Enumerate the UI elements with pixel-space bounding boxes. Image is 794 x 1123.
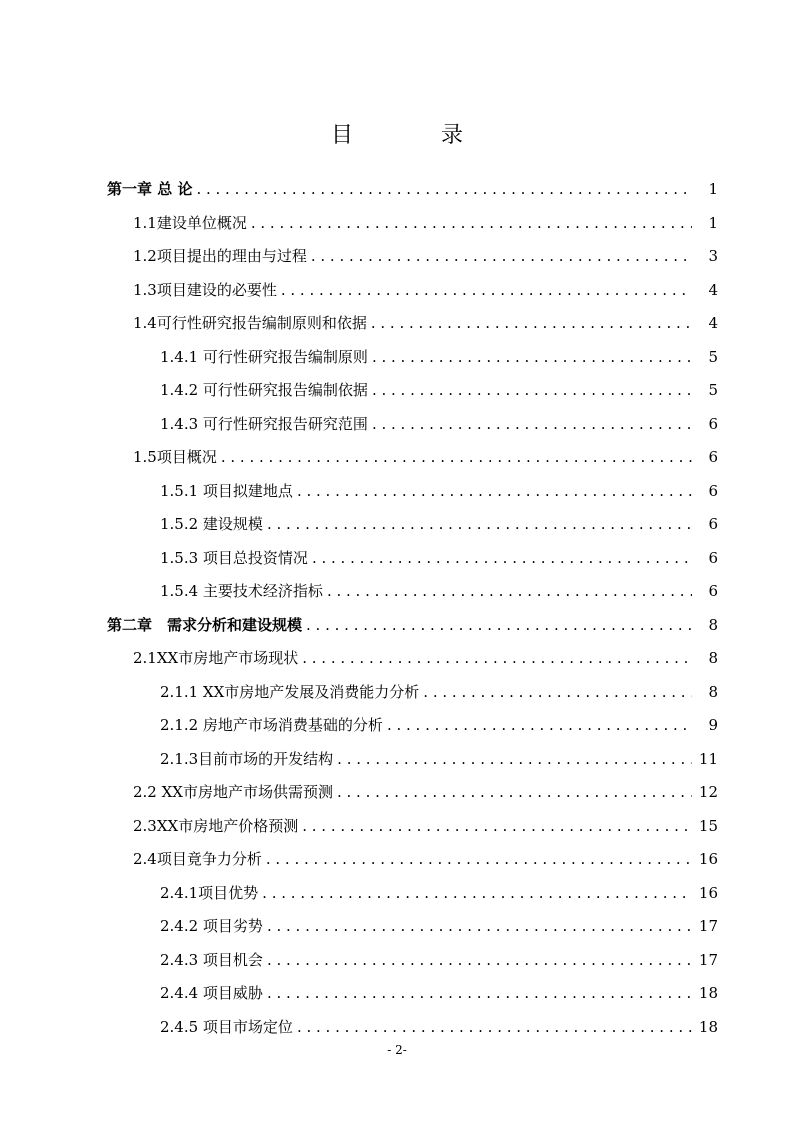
toc-entry[interactable] (160, 542, 718, 575)
toc-chapter-entry[interactable] (107, 609, 718, 642)
toc-dot-leader (251, 207, 692, 240)
toc-entry-title: 1.4.3 可行性研究报告研究范围 (160, 414, 368, 433)
toc-entry[interactable] (133, 274, 718, 307)
toc-entry-title: 2.4项目竟争力分析 (133, 850, 262, 868)
toc-entry-title: 1.4.2 可行性研究报告编制依据 (160, 381, 368, 399)
toc-entry[interactable] (160, 408, 718, 441)
toc-dot-leader (372, 374, 692, 407)
toc-entry-title: 1.3项目建设的必要性 (133, 280, 277, 299)
toc-entry-page-number: 16 (698, 883, 718, 902)
toc-entry-title: 第二章 需求分析和建设规模 (107, 615, 303, 634)
toc-entry-page-number: 8 (708, 682, 718, 701)
toc-entry[interactable] (160, 944, 718, 977)
toc-dot-leader (267, 508, 692, 541)
toc-entry-title: 1.5.1 项目拟建地点 (160, 481, 293, 500)
toc-entry[interactable] (160, 877, 718, 910)
toc-entry-title: 1.4可行性研究报告编制原则和依据 (133, 314, 367, 332)
toc-entry[interactable] (160, 709, 718, 742)
toc-dot-leader (337, 743, 692, 776)
toc-dot-leader (266, 843, 692, 876)
toc-entry-page-number: 5 (708, 381, 718, 399)
toc-entry-title: 2.1.1 XX市房地产发展及消费能力分析 (160, 682, 420, 701)
toc-dot-leader (297, 475, 692, 508)
toc-dot-leader (302, 810, 692, 843)
toc-entry-page-number: 6 (708, 448, 718, 466)
toc-entry-title: 1.4.1 可行性研究报告编制原则 (160, 347, 368, 366)
toc-entry-title: 1.2项目提出的理由与过程 (133, 247, 307, 265)
toc-entry[interactable] (160, 374, 718, 407)
toc-dot-leader (302, 642, 692, 675)
toc-entry[interactable] (160, 341, 718, 374)
toc-entry[interactable] (160, 676, 718, 709)
toc-entry-page-number: 1 (708, 180, 718, 198)
toc-entry-title: 1.1建设单位概况 (133, 213, 247, 232)
toc-entry[interactable] (133, 441, 718, 474)
toc-entry[interactable] (133, 207, 718, 240)
toc-entry[interactable] (160, 910, 718, 943)
toc-entry[interactable] (160, 475, 718, 508)
toc-dot-leader (423, 676, 692, 709)
page-number: - 2- (387, 1043, 407, 1057)
toc-entry-title: 2.3XX市房地产价格预测 (133, 816, 299, 835)
toc-entry-title: 2.2 XX市房地产市场供需预测 (133, 783, 333, 801)
toc-dot-leader (372, 341, 692, 374)
toc-entry[interactable] (160, 743, 718, 776)
toc-entry-page-number: 17 (698, 917, 718, 935)
toc-entry-page-number: 1 (708, 213, 718, 232)
toc-entry[interactable] (133, 810, 718, 843)
toc-entry-title: 2.4.2 项目劣势 (160, 917, 263, 935)
toc-dot-leader (267, 944, 692, 977)
toc-entry[interactable] (133, 776, 718, 809)
toc-entry[interactable] (160, 977, 718, 1010)
toc-entry-title: 2.4.3 项目机会 (160, 950, 263, 969)
toc-entry-page-number: 9 (708, 716, 718, 734)
toc-entry-page-number: 12 (698, 783, 718, 801)
toc-dot-leader (387, 709, 692, 742)
toc-entry-page-number: 18 (698, 984, 718, 1002)
toc-entry-page-number: 18 (698, 1017, 718, 1036)
toc-dot-leader (371, 307, 692, 340)
toc-entry-title: 1.5.3 项目总投资情况 (160, 548, 308, 567)
toc-entry-title: 1.5项目概况 (133, 448, 217, 466)
toc-entry-title: 2.4.5 项目市场定位 (160, 1017, 293, 1036)
toc-dot-leader (297, 1011, 692, 1044)
toc-entry[interactable] (160, 1011, 718, 1044)
toc-entry-page-number: 11 (698, 749, 718, 768)
toc-entry-page-number: 15 (698, 816, 718, 835)
toc-dot-leader (327, 575, 692, 608)
toc-entry-page-number: 17 (698, 950, 718, 969)
toc-entry[interactable] (133, 843, 718, 876)
page-title: 目录 (330, 123, 551, 148)
toc-dot-leader (281, 274, 692, 307)
toc-entry-page-number: 6 (708, 481, 718, 500)
toc-entry-page-number: 8 (708, 649, 718, 667)
toc-entry-page-number: 4 (708, 314, 718, 332)
toc-dot-leader (262, 877, 692, 910)
toc-chapter-entry[interactable] (107, 173, 718, 206)
toc-entry-page-number: 8 (708, 615, 718, 634)
toc-entry[interactable] (160, 575, 718, 608)
toc-dot-leader (267, 977, 692, 1010)
toc-dot-leader (221, 441, 692, 474)
toc-entry-page-number: 3 (708, 247, 718, 265)
toc-dot-leader (196, 173, 692, 206)
toc-entry[interactable] (160, 508, 718, 541)
toc-entry-title: 2.4.4 项目威胁 (160, 984, 263, 1002)
toc-entry-title: 第一章 总 论 (107, 180, 193, 198)
toc-entry-page-number: 5 (708, 347, 718, 366)
toc-dot-leader (311, 240, 692, 273)
toc-dot-leader (337, 776, 692, 809)
toc-entry-page-number: 6 (708, 515, 718, 533)
toc-dot-leader (372, 408, 692, 441)
toc-dot-leader (267, 910, 692, 943)
toc-entry-title: 1.5.4 主要技术经济指标 (160, 582, 323, 600)
toc-entry[interactable] (133, 642, 718, 675)
toc-dot-leader (306, 609, 692, 642)
toc-entry-title: 2.1XX市房地产市场现状 (133, 649, 299, 667)
toc-entry-page-number: 4 (708, 280, 718, 299)
toc-dot-leader (312, 542, 692, 575)
toc-entry-page-number: 6 (708, 414, 718, 433)
toc-entry[interactable] (133, 307, 718, 340)
toc-entry-title: 1.5.2 建设规模 (160, 515, 263, 533)
toc-entry-page-number: 16 (698, 850, 718, 868)
toc-entry-title: 2.1.2 房地产市场消费基础的分析 (160, 716, 383, 734)
toc-entry-title: 2.1.3目前市场的开发结构 (160, 749, 334, 768)
toc-entry-title: 2.4.1项目优势 (160, 883, 259, 902)
toc-entry[interactable] (133, 240, 718, 273)
toc-entry-page-number: 6 (708, 548, 718, 567)
toc-entry-page-number: 6 (708, 582, 718, 600)
